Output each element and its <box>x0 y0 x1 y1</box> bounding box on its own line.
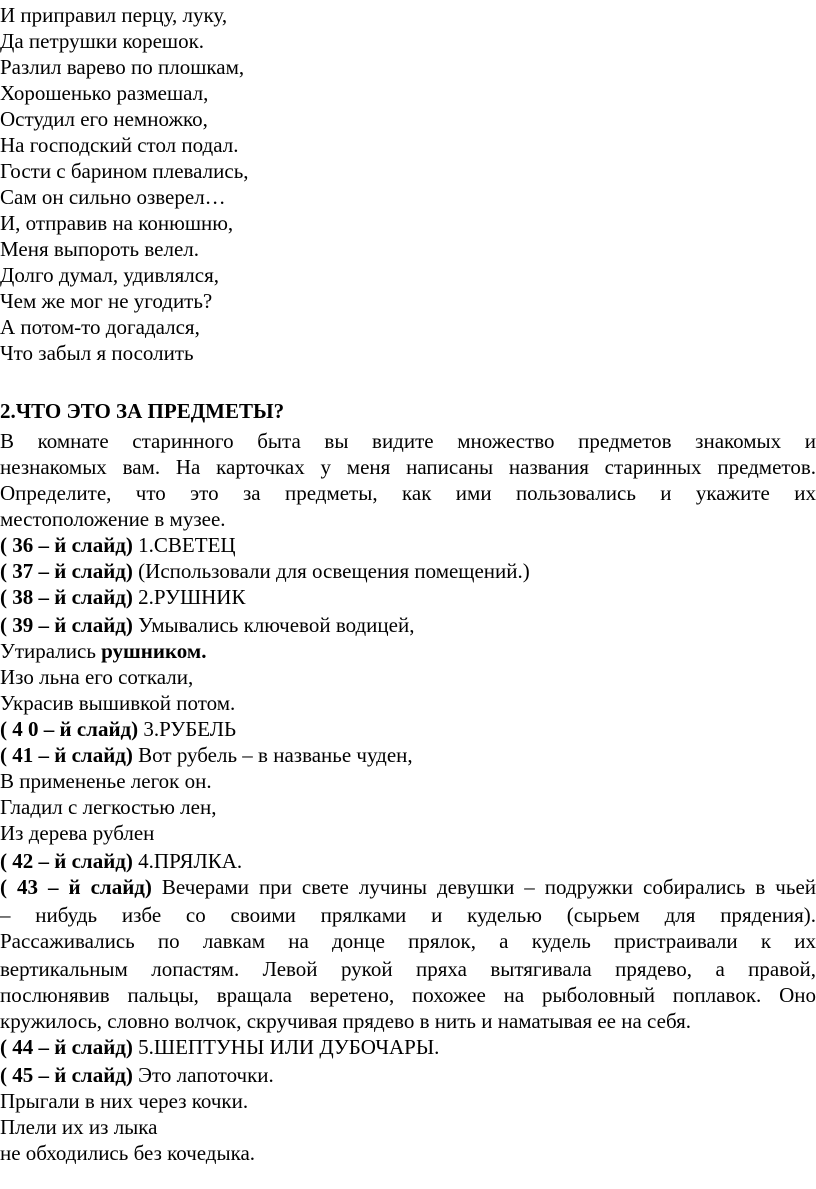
slide-text: Вот рубель – в названье чуден, <box>132 743 413 767</box>
poem-line: Хорошенько размешал, <box>0 81 209 105</box>
intro-line: незнакомых вам. На карточках у меня написаны названия старинных предметов. <box>0 455 816 479</box>
slide-38 <box>0 584 816 610</box>
slide-text: Умывались ключевой водицей, <box>132 613 415 637</box>
slide-43 <box>0 874 816 900</box>
slide-label: ( 43 – й слайд) <box>0 875 152 899</box>
poem-line: Остудил его немножко, <box>0 107 208 131</box>
slide-label: ( 39 – й слайд) <box>0 613 133 637</box>
poem-line: И, отправив на конюшню, <box>0 211 234 235</box>
line-text: Утирались <box>0 639 102 663</box>
poem-line: Гладил с легкостью лен, <box>0 795 217 819</box>
slide-text: 4.ПРЯЛКА. <box>132 849 243 873</box>
slide-45 <box>0 1062 816 1088</box>
slide-44 <box>0 1034 816 1060</box>
slide-text: 1.СВЕТЕЦ <box>132 533 236 557</box>
poem-line: Сам он сильно озверел… <box>0 185 226 209</box>
paragraph-line: послюнявив пальцы, вращала веретено, похожее на рыболовный поплавок. Оно <box>0 983 816 1007</box>
slide-39 <box>0 612 816 638</box>
slide-text: (Использовали для освещения помещений.) <box>132 559 530 583</box>
poem-line: И приправил перцу, луку, <box>0 3 228 27</box>
slide-text: 5.ШЕПТУНЫ ИЛИ ДУБОЧАРЫ. <box>132 1035 440 1059</box>
intro-line: В комнате старинного быта вы видите множество предметов знакомых и <box>0 429 816 453</box>
poem-line: Чем же мог не угодить? <box>0 289 213 313</box>
poem-line: А потом-то догадался, <box>0 315 200 339</box>
poem-line: В примененье легок он. <box>0 769 212 793</box>
poem-line: Из дерева рублен <box>0 821 155 845</box>
poem-line <box>0 638 816 664</box>
slide-label: ( 41 – й слайд) <box>0 743 133 767</box>
slide-41 <box>0 742 816 768</box>
poem-line: На господский стол подал. <box>0 133 239 157</box>
poem-line: Долго думал, удивлялся, <box>0 263 219 287</box>
slide-label: ( 37 – й слайд) <box>0 559 133 583</box>
intro-line: Определите, что это за предметы, как ими пользовались и укажите их <box>0 481 816 505</box>
slide-label: ( 36 – й слайд) <box>0 533 133 557</box>
intro-line: местоположение в музее. <box>0 507 226 531</box>
poem-line: Изо льна его соткали, <box>0 665 194 689</box>
slide-label: ( 42 – й слайд) <box>0 849 133 873</box>
slide-label: ( 4 0 – й слайд) <box>0 717 139 741</box>
slide-40 <box>0 716 816 742</box>
poem-line: не обходились без кочедыка. <box>0 1141 256 1165</box>
poem-line: Украсив вышивкой потом. <box>0 691 236 715</box>
poem-line: Что забыл я посолить <box>0 341 194 365</box>
bold-word: рушником. <box>101 639 207 663</box>
slide-label: ( 45 – й слайд) <box>0 1063 133 1087</box>
section-title: 2.ЧТО ЭТО ЗА ПРЕДМЕТЫ? <box>0 399 285 423</box>
paragraph-line: Рассаживались по лавкам на донце прялок, а кудель пристраивали к их <box>0 929 816 953</box>
slide-label: ( 44 – й слайд) <box>0 1035 133 1059</box>
slide-text: 2.РУШНИК <box>132 585 246 609</box>
poem-line: Разлил варево по плошкам, <box>0 55 245 79</box>
poem-line: Меня выпороть велел. <box>0 237 199 261</box>
paragraph-line: – нибудь избе со своими прялками и куделью (сырьем для прядения). <box>0 903 816 927</box>
paragraph-line: вертикальным лопастям. Левой рукой пряха вытягивала прядево, а правой, <box>0 957 816 981</box>
paragraph-line: кружилось, словно волчок, скручивая прядево в нить и наматывая ее на себя. <box>0 1009 692 1033</box>
slide-text: Вечерами при свете лучины девушки – подружки собирались в чьей <box>151 875 816 899</box>
slide-42 <box>0 848 816 874</box>
slide-37 <box>0 558 816 584</box>
poem-line: Гости с барином плевались, <box>0 159 249 183</box>
slide-36 <box>0 532 816 558</box>
slide-text: 3.РУБЕЛЬ <box>138 717 237 741</box>
poem-line: Да петрушки корешок. <box>0 29 205 53</box>
slide-text: Это лапоточки. <box>132 1063 274 1087</box>
poem-line: Плели их из лыка <box>0 1115 158 1139</box>
poem-line: Прыгали в них через кочки. <box>0 1089 249 1113</box>
slide-label: ( 38 – й слайд) <box>0 585 133 609</box>
